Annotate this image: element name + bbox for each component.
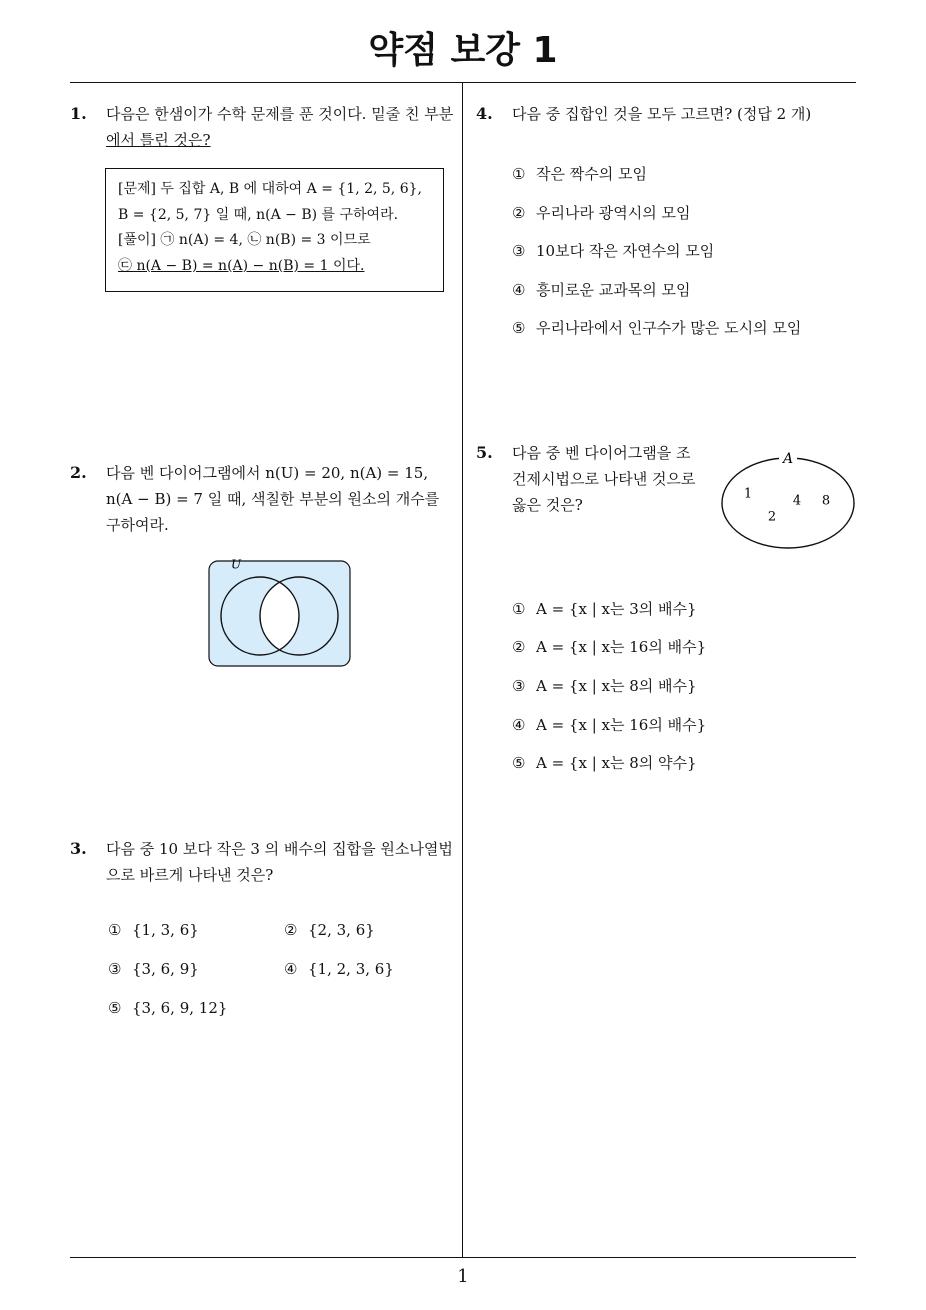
option-1[interactable] (512, 163, 647, 184)
venn-label-a: A (782, 451, 794, 467)
set-a-ellipse (722, 458, 854, 548)
footer-rule (70, 1257, 856, 1258)
venn-diagram-ab (205, 558, 355, 670)
venn-element: 4 (792, 493, 802, 509)
page-number: 1 (457, 1266, 469, 1287)
venn-element: 1 (743, 486, 753, 502)
option-marker: ③ (108, 960, 122, 978)
option-text: 작은 짝수의 모임 (536, 165, 647, 183)
question-line: 옳은 것은? (512, 496, 583, 514)
option-marker: ⑤ (108, 999, 122, 1017)
option-marker: ③ (512, 242, 526, 260)
box-line: B = {2, 5, 7} 일 때, n(A − B) 를 구하여라. (118, 206, 399, 223)
option-marker: ③ (512, 677, 526, 695)
option-marker: ⑤ (512, 754, 526, 772)
venn-diagram-a (715, 445, 865, 557)
problem-box (105, 168, 444, 292)
option-text: A = {x | x는 16의 배수} (536, 638, 707, 656)
box-line: ㉢ n(A − B) = n(A) − n(B) = 1 이다. (118, 257, 365, 274)
option-text: {1, 2, 3, 6} (308, 960, 394, 978)
option-2[interactable] (512, 636, 706, 657)
option-text: {3, 6, 9} (132, 960, 199, 978)
option-marker: ② (512, 638, 526, 656)
column-divider (462, 82, 463, 1257)
option-4[interactable] (512, 714, 706, 735)
question-text (106, 460, 439, 538)
option-2[interactable] (284, 921, 375, 939)
option-4[interactable] (284, 960, 394, 978)
question-line: 다음 벤 다이어그램에서 n(U) = 20, n(A) = 15, (106, 464, 429, 482)
question-line: 다음은 한샘이가 수학 문제를 푼 것이다. 밑줄 친 부분 (106, 105, 454, 123)
option-marker: ① (512, 600, 526, 618)
option-3[interactable] (512, 240, 714, 261)
option-marker: ② (512, 204, 526, 222)
option-text: 우리나라 광역시의 모임 (536, 204, 691, 222)
question-number: 4. (476, 104, 493, 123)
option-5[interactable] (512, 752, 697, 773)
question-line: 에서 틀린 것은? (106, 131, 211, 149)
option-2[interactable] (512, 202, 690, 223)
question-line: 구하여라. (106, 516, 169, 534)
page-title: 약점 보강 1 (368, 30, 558, 71)
question-text (512, 101, 811, 127)
option-5[interactable] (108, 999, 227, 1017)
option-text: 우리나라에서 인구수가 많은 도시의 모임 (536, 319, 802, 337)
box-line: [문제] 두 집합 A, B 에 대하여 A = {1, 2, 5, 6}, (118, 181, 422, 197)
venn-element: 8 (821, 493, 831, 509)
option-3[interactable] (512, 675, 697, 696)
option-1[interactable] (512, 598, 697, 619)
option-text: {1, 3, 6} (132, 921, 199, 939)
option-text: 10보다 작은 자연수의 모임 (536, 242, 715, 260)
option-4[interactable] (512, 279, 690, 300)
question-line: n(A − B) = 7 일 때, 색칠한 부분의 원소의 개수를 (106, 490, 440, 508)
question-line: 으로 바르게 나타낸 것은? (106, 866, 274, 884)
option-1[interactable] (108, 921, 199, 939)
question-line: 다음 중 벤 다이어그램을 조 (512, 444, 691, 462)
box-line: [풀이] ㉠ n(A) = 4, ㉡ n(B) = 3 이므로 (118, 232, 371, 248)
option-3[interactable] (108, 960, 199, 978)
option-marker: ④ (512, 716, 526, 734)
venn-label-u: U (231, 558, 242, 572)
option-marker: ② (284, 921, 298, 939)
question-line: 다음 중 10 보다 작은 3 의 배수의 집합을 원소나열법 (106, 840, 453, 858)
question-text (106, 101, 453, 153)
header-rule (70, 82, 856, 83)
venn-element: 2 (767, 509, 777, 525)
option-5[interactable] (512, 317, 801, 338)
option-text: A = {x | x는 8의 약수} (536, 754, 697, 772)
question-number: 2. (70, 463, 87, 482)
question-number: 1. (70, 104, 87, 123)
question-text (512, 440, 695, 518)
option-text: A = {x | x는 3의 배수} (536, 600, 697, 618)
option-marker: ④ (284, 960, 298, 978)
option-text: A = {x | x는 16의 배수} (536, 716, 707, 734)
option-marker: ① (512, 165, 526, 183)
question-line: 건제시법으로 나타낸 것으로 (512, 470, 696, 488)
option-text: {2, 3, 6} (308, 921, 375, 939)
option-marker: ① (108, 921, 122, 939)
question-text (106, 836, 453, 888)
option-text: 흥미로운 교과목의 모임 (536, 281, 691, 299)
question-number: 3. (70, 839, 87, 858)
option-marker: ⑤ (512, 319, 526, 337)
option-text: A = {x | x는 8의 배수} (536, 677, 697, 695)
question-number: 5. (476, 443, 493, 462)
option-marker: ④ (512, 281, 526, 299)
question-line: 다음 중 집합인 것을 모두 고르면? (정답 2 개) (512, 105, 812, 123)
option-text: {3, 6, 9, 12} (132, 999, 228, 1017)
